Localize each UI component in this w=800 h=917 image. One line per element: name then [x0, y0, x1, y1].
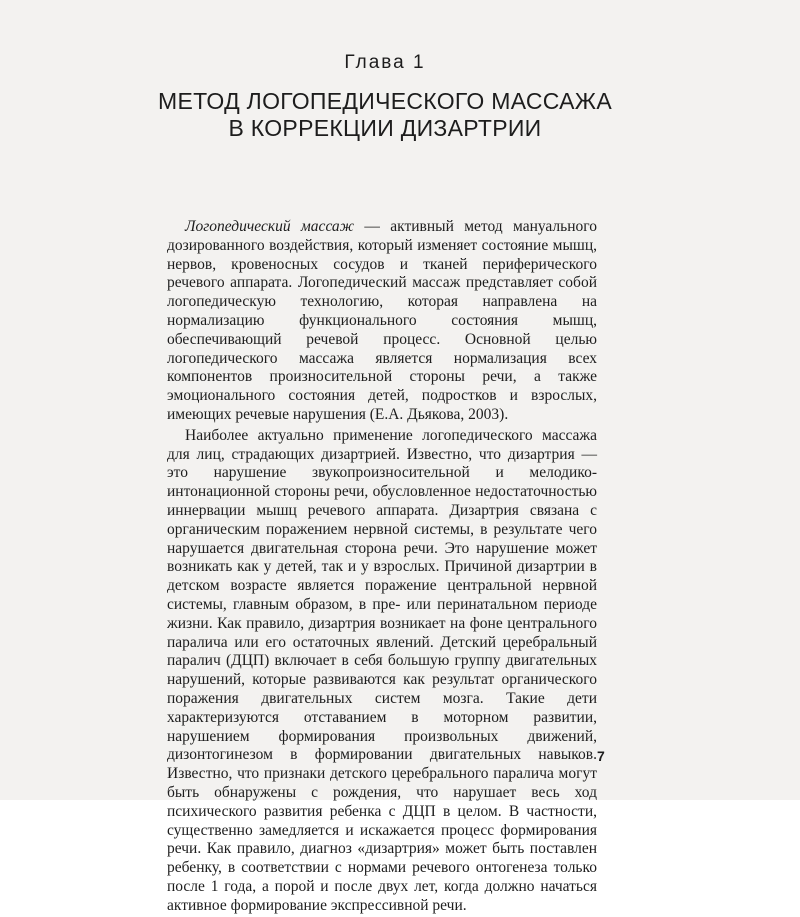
chapter-title-line-1: МЕТОД ЛОГОПЕДИЧЕСКОГО МАССАЖА [158, 88, 612, 114]
paragraph-1-term: Логопедический массаж [185, 218, 355, 235]
chapter-title-line-2: В КОРРЕКЦИИ ДИЗАРТРИИ [228, 115, 542, 141]
page-number: 7 [597, 748, 605, 764]
paragraph-2: Наиболее актуально применение логопедического массажа для лиц, страдающих дизартрией. Известно, что дизартрия — это нарушение звукопроизносительной и мелодико-интонационной стороны речи, обусловленное недостаточностью иннервации мышц речевого аппарата. Дизартрия связана с органическим поражением нервной системы, в результате чего нарушается двигательная сторона речи. Это нарушение может возникать как у детей, так и у взрослых. Причиной дизартрии в детском возрасте является поражение центральной нервной системы, главным образом, в пре- или перинатальном периоде жизни. Как правило, дизартрия возникает на фоне центрального паралича или его остаточных явлений. Детский церебральный паралич (ДЦП) включает в себя большую группу двигательных нарушений, которые развиваются как результат органического поражения двигательных систем мозга. Такие дети характеризуются отставанием в моторном развитии, нарушением формирования произвольных движений, дизонтогинезом в формировании двигательных навыков. Известно, что признаки детского церебрального паралича могут быть обнаружены с рождения, что нарушает весь ход психического развития ребенка с ДЦП в целом. В частности, существенно замедляется и искажается процесс формирования речи. Как правило, диагноз «дизартрия» может быть поставлен ребенку, в соответствии с нормами речевого онтогенеза только после 1 года, а порой и после двух лет, когда должно начаться активное формирование экспрессивной речи. [167, 426, 597, 914]
paragraph-1-text: — активный метод мануального дозированного воздействия, который изменяет состояние мышц, нервов, кровеносных сосудов и тканей периферического речевого аппарата. Логопедический массаж представляет собой логопедическую технологию, которая направлена на нормализацию функционального состояния мышц, обеспечивающий речевой процесс. Основной целью логопедического массажа является нормализация всех компонентов произносительной стороны речи, а также эмоционального состояния детей, подростков и взрослых, имеющих речевые нарушения (Е.А. Дьякова, 2003). [167, 218, 597, 423]
chapter-title [0, 88, 770, 142]
paragraph-1 [167, 218, 597, 425]
chapter-heading: Глава 1 [344, 52, 426, 73]
body-text [167, 218, 597, 917]
